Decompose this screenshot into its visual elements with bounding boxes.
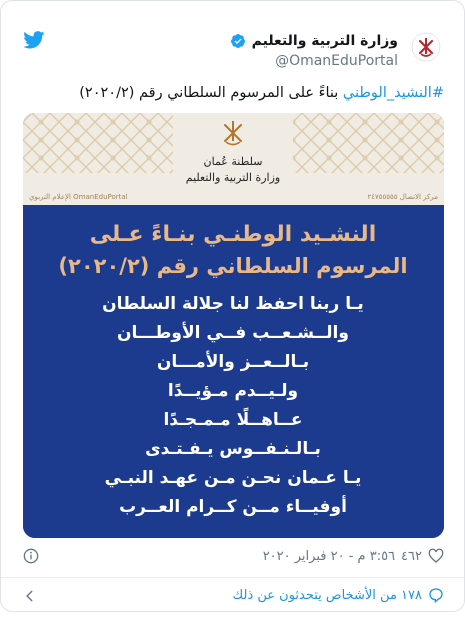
account-name[interactable]: وزارة التربية والتعليم: [251, 33, 398, 49]
call-center-caption: مركز الاتصال ٢٤٧٥٥٥٥٥: [367, 193, 438, 201]
logo-line1: سلطنة عُمان: [203, 155, 263, 168]
tweet-meta: [1, 544, 464, 570]
verified-badge-icon: [230, 33, 246, 49]
poster-verse: ولـيــدم مـؤيــدًا: [167, 381, 299, 401]
likes-row: [263, 548, 444, 564]
poster-verse: بـالـنـفــوس يـفـتـدى: [145, 439, 321, 459]
info-icon[interactable]: [23, 548, 39, 564]
conversation-count[interactable]: ١٧٨ من الأشخاص يتحدثون عن ذلك: [232, 587, 422, 603]
account-handle[interactable]: @OmanEduPortal: [275, 53, 398, 69]
heart-icon[interactable]: [428, 548, 444, 564]
poster-verse: عــاهــلًا مـمـجـدًا: [163, 410, 303, 430]
hashtag-link[interactable]: #النشيد_الوطني: [342, 85, 444, 101]
account-name-row[interactable]: [230, 33, 398, 49]
poster-verse: والــشـعــب فــي الأوطـــان: [117, 323, 349, 343]
logo-line2: وزارة التربية والتعليم: [185, 171, 281, 184]
poster-title-line1: النشـيد الوطنـي بنـاءً عـلى: [89, 222, 377, 247]
tweet-timestamp[interactable]: ٣:٥٦ م - ٢٠ فبراير ٢٠٢٠: [262, 548, 396, 564]
account-avatar[interactable]: [408, 29, 444, 65]
like-count[interactable]: ٤٦٢: [401, 548, 422, 564]
poster-verse: يـا ربنا احفظ لنا جلالة السلطان: [102, 294, 364, 314]
poster-verse: بـالــعــز والأمـــان: [156, 352, 310, 372]
tweet-text: [79, 85, 444, 101]
tweet-footer[interactable]: [1, 581, 464, 611]
conversation-link[interactable]: [233, 587, 444, 603]
twitter-bird-icon[interactable]: [23, 31, 45, 49]
poster-verse: أوفيــاء مــن كــرام العــرب: [119, 497, 347, 517]
portal-caption: الإعلام التربوي OmanEduPortal: [29, 193, 128, 201]
tweet-image[interactable]: [23, 113, 444, 538]
chevron-left-icon[interactable]: [23, 589, 37, 603]
divider: [1, 577, 464, 578]
poster-verse: يـا عـمان نحـن مـن عهـد النبـي: [104, 468, 362, 488]
speech-bubble-icon: [428, 587, 444, 603]
tweet-header: [34, 29, 444, 75]
poster-title-line2: المرسوم السلطاني رقم (٢٠٢٠/٢): [58, 254, 408, 278]
oman-emblem-icon: [411, 32, 441, 62]
anthem-poster: [23, 113, 444, 538]
tweet-body: بناءً على المرسوم السلطاني رقم (٢٠٢٠/٢): [79, 85, 343, 101]
